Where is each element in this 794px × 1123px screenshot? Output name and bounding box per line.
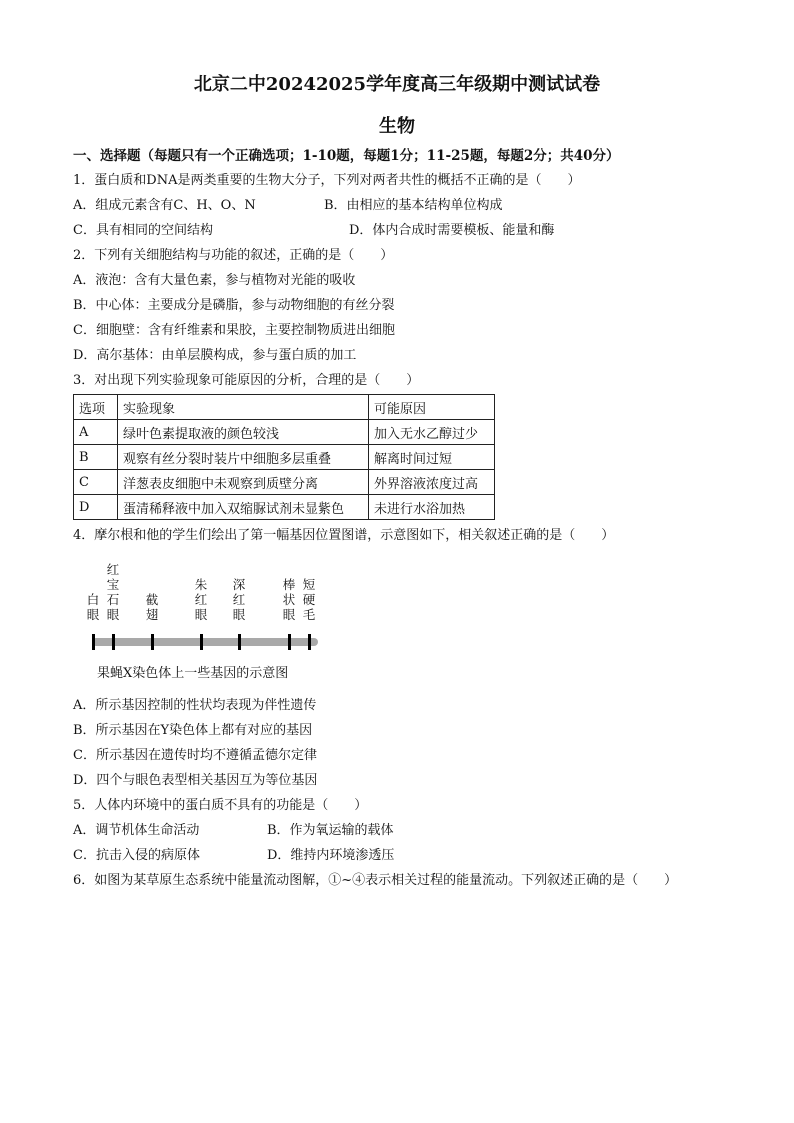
gene-locus-mark xyxy=(151,634,154,650)
diagram-caption: 果蝇X染色体上一些基因的示意图 xyxy=(97,666,289,681)
table-header-cell: 选项 xyxy=(74,395,118,420)
exam-title: 北京二中20242025学年度高三年级期中测试试卷 xyxy=(193,74,601,95)
q4-option-c: C．所示基因在遗传时均不遵循孟德尔定律 xyxy=(73,748,317,763)
q2-option-a: A．液泡：含有大量色素，参与植物对光能的吸收 xyxy=(73,273,356,288)
gene-label-bar-eye: 棒状眼 xyxy=(282,577,296,622)
q5-option-d: D．维持内环境渗透压 xyxy=(267,848,395,863)
q4-option-a: A．所示基因控制的性状均表现为伴性遗传 xyxy=(73,698,317,713)
q6-stem: 6．如图为某草原生态系统中能量流动图解，①~④表示相关过程的能量流动。下列叙述正确的是（ ） xyxy=(73,873,678,888)
table-row xyxy=(74,495,495,520)
q5-option-c: C．抗击入侵的病原体 xyxy=(73,848,200,863)
gene-label-short-bristle: 短硬毛 xyxy=(302,577,316,622)
q5-option-a: A．调节机体生命活动 xyxy=(73,823,200,838)
q2-option-b: B．中心体：主要成分是磷脂，参与动物细胞的有丝分裂 xyxy=(73,298,395,313)
q1-option-b: B．由相应的基本结构单位构成 xyxy=(324,198,503,213)
chromosome-diagram xyxy=(86,562,326,652)
experiment-table xyxy=(73,394,495,520)
table-cell: 加入无水乙醇过少 xyxy=(369,420,495,445)
table-row xyxy=(74,470,495,495)
table-header-cell: 实验现象 xyxy=(118,395,369,420)
q1-stem: 1．蛋白质和DNA是两类重要的生物大分子，下列对两者共性的概括不正确的是（ ） xyxy=(73,173,581,188)
x-chromosome-bar xyxy=(92,638,318,646)
table-cell: 蛋清稀释液中加入双缩脲试剂未显紫色 xyxy=(118,495,369,520)
q1-option-d: D．体内合成时需要模板、能量和酶 xyxy=(349,223,555,238)
table-row xyxy=(74,445,495,470)
table-cell: 外界溶液浓度过高 xyxy=(369,470,495,495)
section1-heading: 一、选择题（每题只有一个正确选项；1-10题，每题1分；11-25题，每题2分；共40分） xyxy=(73,148,620,164)
table-cell: A xyxy=(74,420,118,445)
gene-locus-mark xyxy=(92,634,95,650)
q4-stem: 4．摩尔根和他的学生们绘出了第一幅基因位置图谱，示意图如下，相关叙述正确的是（ ） xyxy=(73,528,615,543)
q2-stem: 2．下列有关细胞结构与功能的叙述，正确的是（ ） xyxy=(73,248,394,263)
table-cell: 洋葱表皮细胞中未观察到质壁分离 xyxy=(118,470,369,495)
q4-option-d: D．四个与眼色表型相关基因互为等位基因 xyxy=(73,773,318,788)
q5-stem: 5．人体内环境中的蛋白质不具有的功能是（ ） xyxy=(73,798,368,813)
table-header-row xyxy=(74,395,495,420)
gene-locus-mark xyxy=(288,634,291,650)
table-cell: 绿叶色素提取液的颜色较浅 xyxy=(118,420,369,445)
q2-option-c: C．细胞壁：含有纤维素和果胶，主要控制物质进出细胞 xyxy=(73,323,395,338)
table-cell: 未进行水浴加热 xyxy=(369,495,495,520)
gene-label-vermilion-eye: 朱红眼 xyxy=(194,577,208,622)
q2-option-d: D．高尔基体：由单层膜构成，参与蛋白质的加工 xyxy=(73,348,357,363)
q1-option-c: C．具有相同的空间结构 xyxy=(73,223,213,238)
table-cell: 解离时间过短 xyxy=(369,445,495,470)
table-cell: 观察有丝分裂时装片中细胞多层重叠 xyxy=(118,445,369,470)
q1-option-a: A．组成元素含有C、H、O、N xyxy=(73,198,256,213)
gene-locus-mark xyxy=(200,634,203,650)
gene-locus-mark xyxy=(112,634,115,650)
gene-label-carmine-eye: 深红眼 xyxy=(232,577,246,622)
table-cell: D xyxy=(74,495,118,520)
table-row xyxy=(74,420,495,445)
q4-option-b: B．所示基因在Y染色体上都有对应的基因 xyxy=(73,723,313,738)
gene-locus-mark xyxy=(308,634,311,650)
table-header-cell: 可能原因 xyxy=(369,395,495,420)
table-cell: B xyxy=(74,445,118,470)
gene-label-ruby-eye: 红宝石眼 xyxy=(106,562,120,622)
q3-stem: 3．对出现下列实验现象可能原因的分析，合理的是（ ） xyxy=(73,373,420,388)
q5-option-b: B．作为氧运输的载体 xyxy=(267,823,394,838)
gene-label-cut-wing: 截翅 xyxy=(145,592,159,622)
exam-subject: 生物 xyxy=(379,116,415,137)
gene-locus-mark xyxy=(238,634,241,650)
gene-label-white-eye: 白眼 xyxy=(86,592,100,622)
table-cell: C xyxy=(74,470,118,495)
